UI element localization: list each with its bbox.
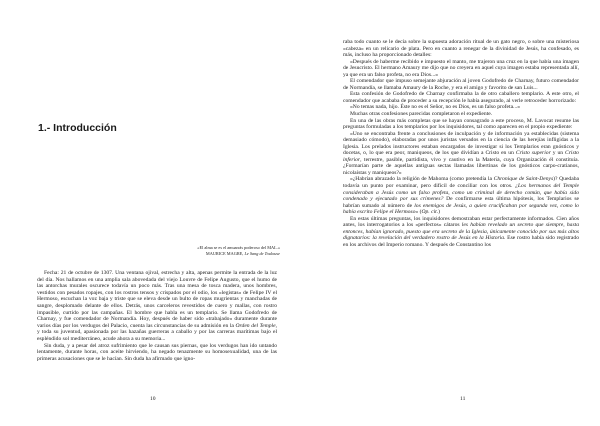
page-number: 10 bbox=[150, 396, 156, 402]
paragraph: «¿Habrían abrazado la religión de Mahoma (como pretendía la Chronique de Saint-Denys)? Quedaba todavía un punto por examinar, pero difícil de conciliar con los otros. ¿Los hermanos del Temple consideraban a Jesús como un falso profeta, como un criminal de derecho común, que había sido condenado y ejecutado por sus crímenes? De confirmarse esta última hipótesis, los Templarios se habrían sumado al número de los enemigos de Jesús, a quien crucificaban por segunda vez, como lo había escrito Felipe el Hermoso» (Op. cit.) bbox=[343, 176, 579, 216]
epigraph-attribution bbox=[60, 251, 280, 257]
page-number: 11 bbox=[460, 396, 466, 402]
epigraph bbox=[60, 245, 280, 257]
paragraph: raba todo cuanto se le decía sobre la supuesta adoración ritual de un gato negro, o sobre una misteriosa «cabeza» en un relicario de plata. Pero en cuanto a renegar de la divinidad de Jesús, ha confesado, es más, incluso ha proporcionado detalles: bbox=[343, 39, 579, 59]
paragraph: «No temas nada, hijo. Éste no es el Señor, no es Dios, es un falso profeta...» bbox=[350, 104, 521, 111]
paragraph: Sin duda, y a pesar del atroz sufrimiento que le causan sus piernas, que los verdugos han ido untando lentamente, durante horas, con aceite hirviendo, ha negado tenazmente su homosexualidad, una de las primeras acusaciones que se le hacían. Sin duda ha afirmado que igno- bbox=[37, 342, 277, 362]
chapter-heading: 1.- Introducción bbox=[38, 122, 117, 134]
paragraph: «Después de haberme recibido e impuesto el manto, me trajeron una cruz en la que había una imagen de Jesucristo. El hermano Amaury me dijo que no creyera en aquel cuya imagen estaba representada allí, ya que era un falso profeta, no era Dios...» bbox=[343, 58, 579, 78]
paragraph: En una de las obras más completas que se hayan consagrado a este proceso, M. Lavocat resume las preguntas formuladas a los templarios por los inquisidores, tal como aparecen en el propio expediente: bbox=[343, 117, 579, 131]
right-page bbox=[300, 0, 600, 426]
paragraph: Fecha: 21 de octubre de 1307. Una ventana ojival, estrecha y alta, apenas permite la entrada de la luz del día. Nos hallamos en una amplia sala abovedada del viejo Louvre de Felipe Augusto, que el humo de las antorchas murales oscurece todavía un poco más. Tras una mesa de tosca madera, unos hombres, vestidos con pesados ropajes, con los rostros tensos y crispados por el odio, los «legistas» de Felipe IV el Hermoso, escuchan la voz baja y triste que se eleva desde un bulto de ropas mugrientas y manchadas de sangre, desplomado delante de ellos. Detrás, unos carceleros revestidos de cuero y mallas, con rostro impasible, curtido por las campañas. El hombre que habla es un templario. Se llama Godofredo de Charnay, y fue comendador de Normandía. Hoy, después de haber sido «trabajado» duramente durante varios días por los verdugos del Palacio, cuenta las circunstancias de su admisión en la Orden del Temple, y toda su juventud, apasionada por las hazañas guerreras a caballo y por las carreras marítimas bajo el espléndido sol mediterráneo, acude ahora a su memoria... bbox=[37, 270, 278, 342]
paragraph: Esta confesión de Godofredo de Charnay confirmaba la de otro caballero templario. A este otro, el comendador que acababa de proceder a su recepción le había asegurado, al verle retroceder horrorizado: bbox=[343, 91, 579, 104]
left-body-text bbox=[37, 270, 277, 362]
epigraph-work: Le Sang de Toulouse bbox=[244, 251, 280, 256]
paragraph: «Uno se encontraba frente a conclusiones de inculpación y de información ya establecidas (sistema demasiado cómodo), elaboradas por unos juristas versados en la ciencia de las herejías infligidas a la Iglesia. Los prelados instructores estaban encargados de investigar si los Templarios eran gnósticos y docetas, o, lo que era peor, maniqueos, de los que dividían a Cristo en un Cristo superior y un Cristo inferior, terrestre, pasible, partidista, vivo y cautivo en la Materia, cuya Organización él constituía. ¿Formarían parte de aquellas antiguas sectas llamadas libertinas de los gnósticos carpo-cratianos, nicolaístas y maniqueos?» bbox=[343, 130, 579, 176]
right-body-text bbox=[343, 39, 579, 249]
epigraph-author: MAURICE MAGRE, bbox=[205, 251, 244, 256]
paragraph: Muchas otras confesiones parecidas completaron el expediente. bbox=[350, 111, 493, 118]
epigraph-quote: «El alma se es el amuarrás poderoso del MAL.» bbox=[197, 245, 280, 250]
paragraph: El comendador que impuso semejante abjuración al joven Godofredo de Charnay, futuro comendador de Normandía, se llamaba Amaury de la Roche, y era el amigo y favorito de san Luis... bbox=[343, 78, 579, 91]
paragraph: En estas últimas preguntas, los inquisidores demostraban estar perfectamente informados. Cien años antes, los interrogatorios a los «perfectos» cátaros les habían revelado un secreto que siempre, hasta entonces, habían ignorado, puesto que era secreto de la Iglesia, únicamente conocido por sus más altos dignatarios: la revelación del verdadero rostro de Jesús en la Historia. Ese rostro había sido registrado en los archivos del Imperio romano. Y después de Constantino los bbox=[343, 215, 579, 248]
